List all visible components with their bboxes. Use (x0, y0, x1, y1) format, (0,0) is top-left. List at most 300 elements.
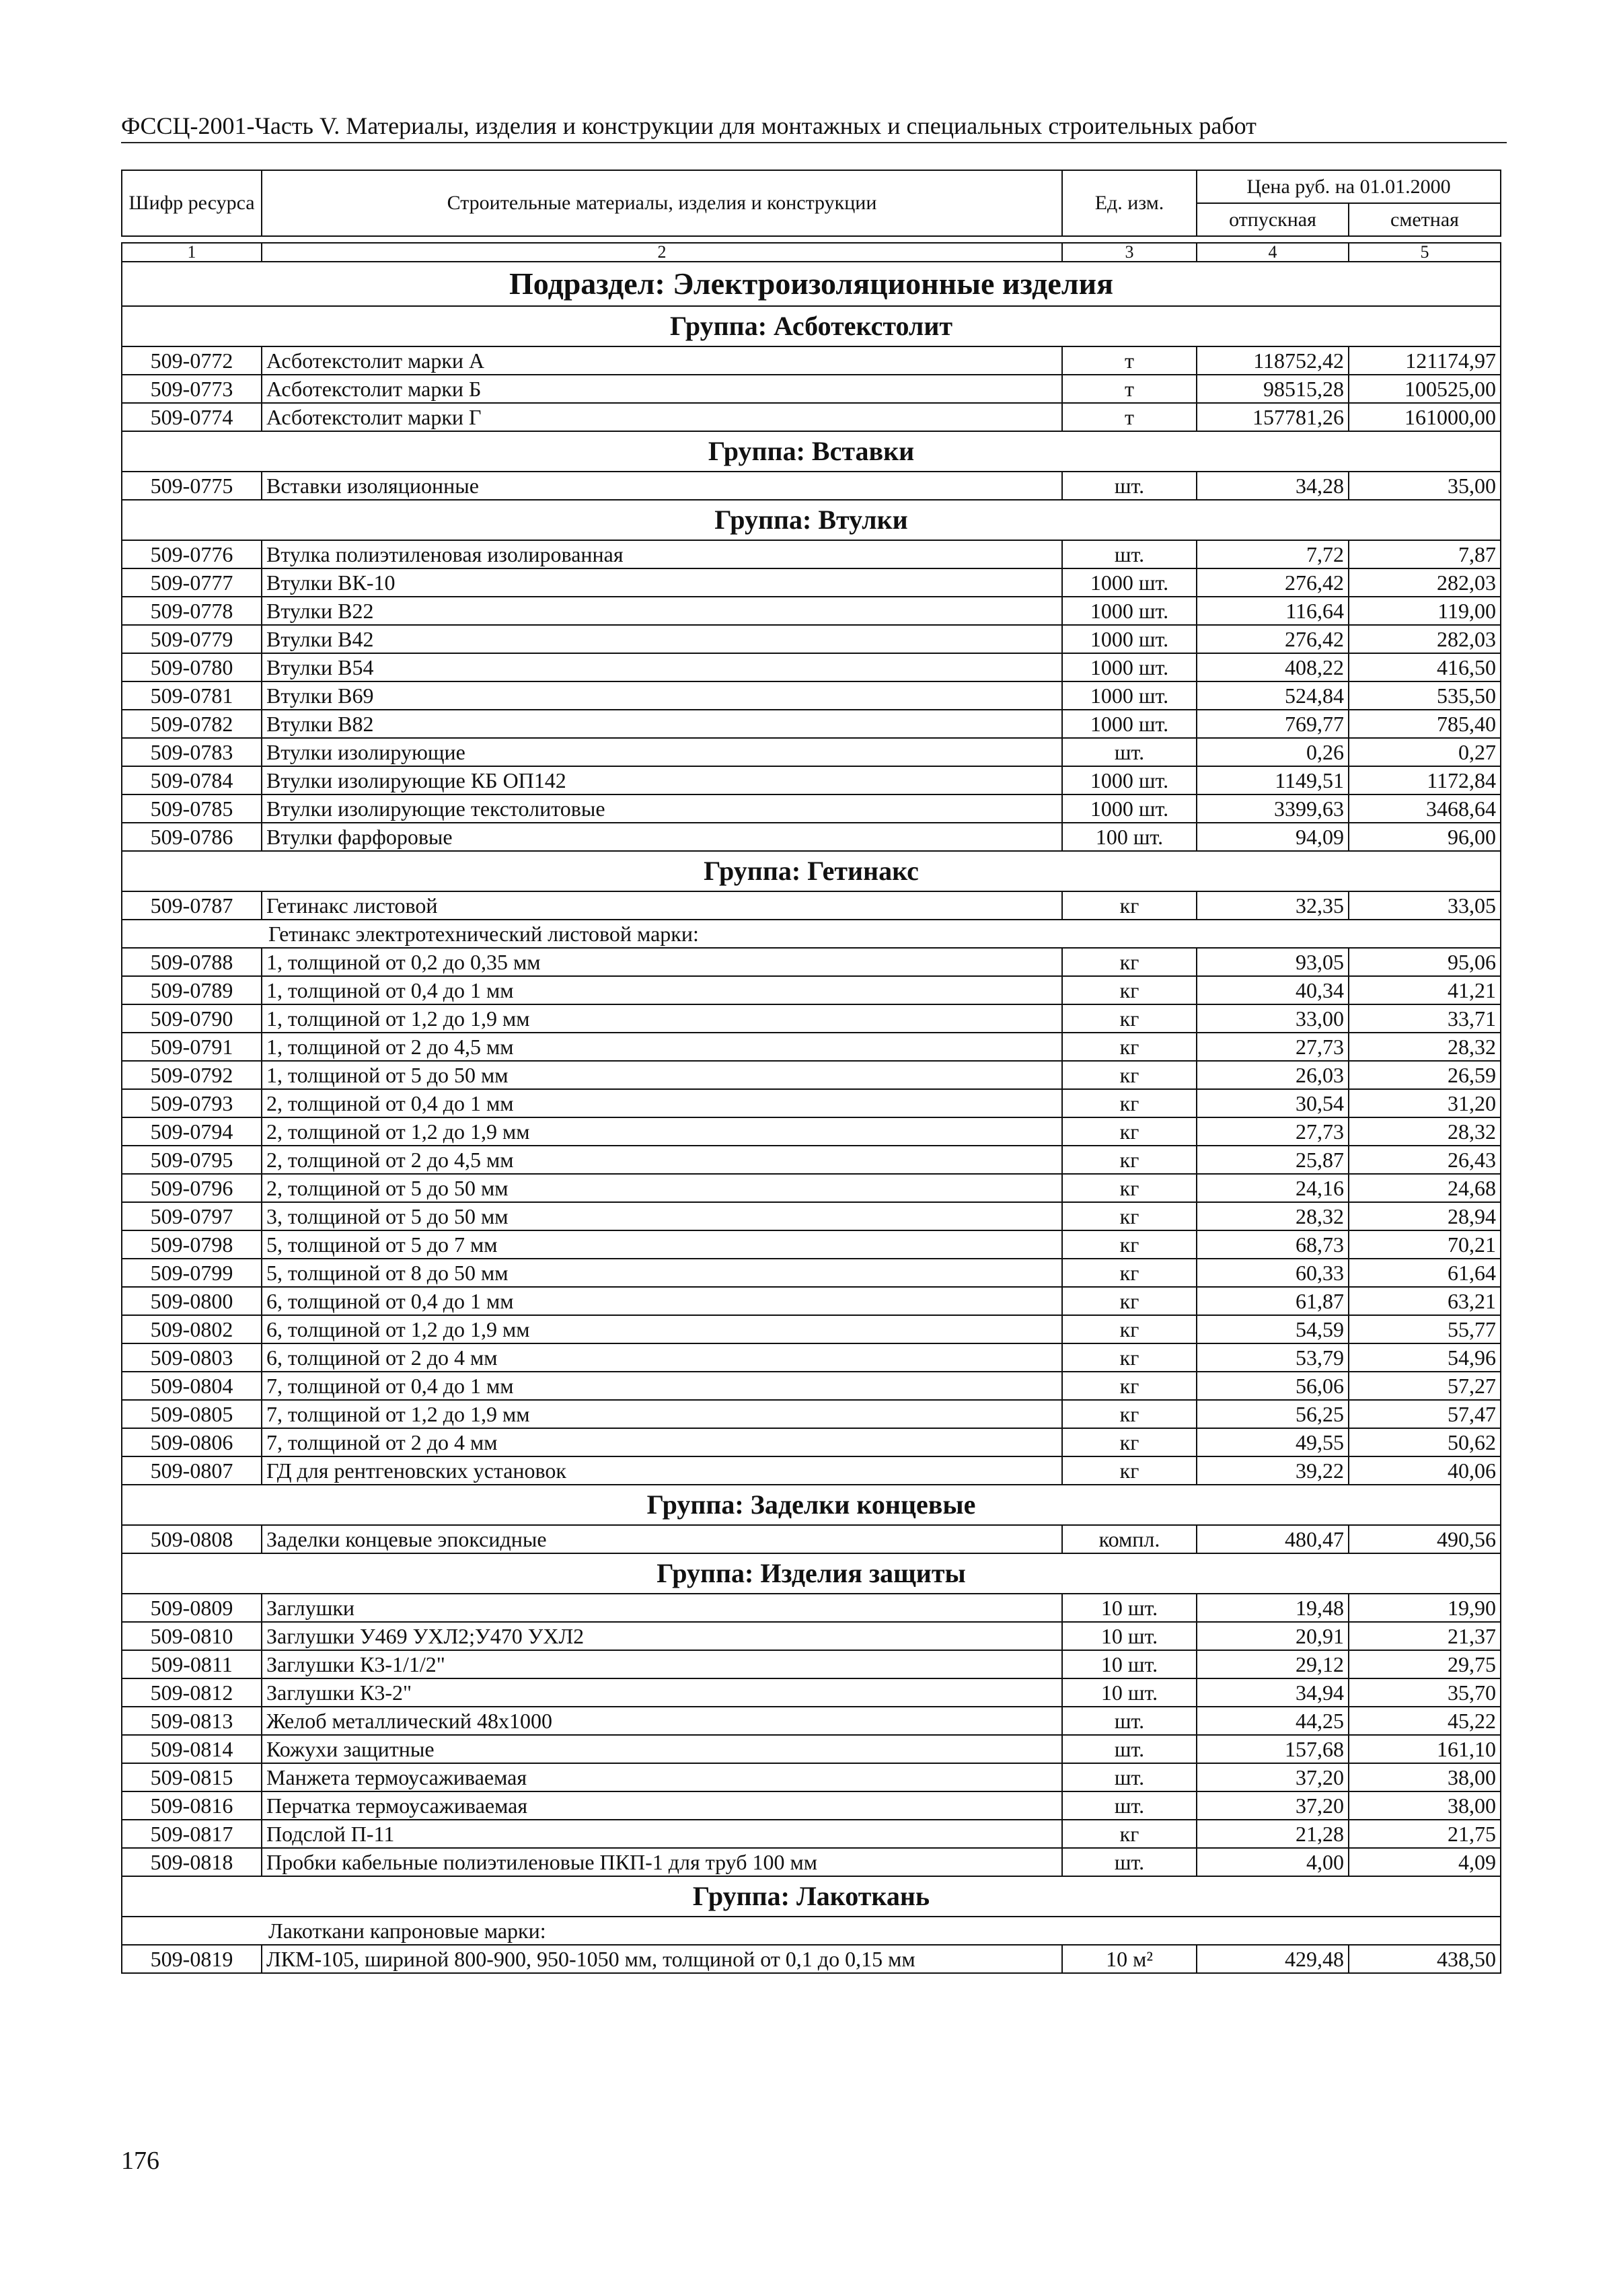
unit-cell: кг (1062, 1343, 1197, 1372)
material-name: Втулки В22 (262, 597, 1062, 625)
estimate-price: 0,27 (1349, 738, 1501, 766)
unit-cell: 1000 шт. (1062, 597, 1197, 625)
material-name: 2, толщиной от 0,4 до 1 мм (262, 1089, 1062, 1117)
estimate-price: 38,00 (1349, 1763, 1501, 1791)
note-spacer (122, 920, 262, 948)
release-price: 408,22 (1197, 653, 1349, 681)
group-title: Группа: Заделки концевые (122, 1485, 1501, 1525)
material-name: Втулки фарфоровые (262, 823, 1062, 851)
release-price: 53,79 (1197, 1343, 1349, 1372)
unit-cell: шт. (1062, 1735, 1197, 1763)
group-title: Группа: Изделия защиты (122, 1553, 1501, 1594)
table-row (122, 1945, 1501, 1973)
material-name: Втулки изолирующие текстолитовые (262, 794, 1062, 823)
unit-cell: кг (1062, 1117, 1197, 1146)
release-price: 29,12 (1197, 1650, 1349, 1678)
resource-code: 509-0777 (122, 568, 262, 597)
release-price: 157781,26 (1197, 403, 1349, 431)
release-price: 3399,63 (1197, 794, 1349, 823)
material-name: 6, толщиной от 1,2 до 1,9 мм (262, 1315, 1062, 1343)
unit-cell: 10 шт. (1062, 1650, 1197, 1678)
release-price: 56,06 (1197, 1372, 1349, 1400)
material-name: Втулки В42 (262, 625, 1062, 653)
release-price: 26,03 (1197, 1061, 1349, 1089)
resource-code: 509-0800 (122, 1287, 262, 1315)
material-name: Пробки кабельные полиэтиленовые ПКП-1 для труб 100 мм (262, 1848, 1062, 1876)
estimate-price: 28,32 (1349, 1033, 1501, 1061)
unit-cell: кг (1062, 1259, 1197, 1287)
table-row (122, 738, 1501, 766)
table-row (122, 1259, 1501, 1287)
estimate-price: 21,37 (1349, 1622, 1501, 1650)
estimate-price: 35,70 (1349, 1678, 1501, 1707)
release-price: 34,94 (1197, 1678, 1349, 1707)
unit-cell: 10 шт. (1062, 1622, 1197, 1650)
col-header-estimate: сметная (1349, 203, 1501, 236)
material-name: ГД для рентгеновских установок (262, 1456, 1062, 1485)
group-row (122, 1485, 1501, 1525)
table-row (122, 1848, 1501, 1876)
material-name: Кожухи защитные (262, 1735, 1062, 1763)
resource-code: 509-0812 (122, 1678, 262, 1707)
resource-code: 509-0819 (122, 1945, 262, 1973)
unit-cell: 10 шт. (1062, 1678, 1197, 1707)
resource-code: 509-0796 (122, 1174, 262, 1202)
table-row (122, 568, 1501, 597)
unit-cell: кг (1062, 1820, 1197, 1848)
release-price: 54,59 (1197, 1315, 1349, 1343)
group-title: Группа: Асботекстолит (122, 306, 1501, 346)
release-price: 33,00 (1197, 1004, 1349, 1033)
unit-cell: кг (1062, 1372, 1197, 1400)
material-name: Втулка полиэтиленовая изолированная (262, 540, 1062, 568)
table-row (122, 948, 1501, 976)
unit-cell: 1000 шт. (1062, 681, 1197, 710)
release-price: 39,22 (1197, 1456, 1349, 1485)
release-price: 1149,51 (1197, 766, 1349, 794)
estimate-price: 57,27 (1349, 1372, 1501, 1400)
material-name: 7, толщиной от 0,4 до 1 мм (262, 1372, 1062, 1400)
unit-cell: кг (1062, 1428, 1197, 1456)
table-row (122, 1594, 1501, 1622)
material-name: Гетинакс листовой (262, 891, 1062, 920)
table-row (122, 1202, 1501, 1230)
unit-cell: кг (1062, 1174, 1197, 1202)
unit-cell: 100 шт. (1062, 823, 1197, 851)
unit-cell: т (1062, 346, 1197, 375)
note-spacer (122, 1917, 262, 1945)
estimate-price: 282,03 (1349, 625, 1501, 653)
estimate-price: 95,06 (1349, 948, 1501, 976)
table-row (122, 1343, 1501, 1372)
resource-code: 509-0815 (122, 1763, 262, 1791)
estimate-price: 45,22 (1349, 1707, 1501, 1735)
estimate-price: 100525,00 (1349, 375, 1501, 403)
resource-code: 509-0814 (122, 1735, 262, 1763)
table-row (122, 1735, 1501, 1763)
release-price: 524,84 (1197, 681, 1349, 710)
material-name: Заглушки К3-2" (262, 1678, 1062, 1707)
resource-code: 509-0803 (122, 1343, 262, 1372)
estimate-price: 24,68 (1349, 1174, 1501, 1202)
price-table (121, 170, 1501, 1974)
material-name: Асботекстолит марки А (262, 346, 1062, 375)
col-header-release: отпускная (1197, 203, 1349, 236)
resource-code: 509-0776 (122, 540, 262, 568)
material-name: 7, толщиной от 2 до 4 мм (262, 1428, 1062, 1456)
table-row (122, 653, 1501, 681)
material-name: 5, толщиной от 5 до 7 мм (262, 1230, 1062, 1259)
unit-cell: шт. (1062, 1707, 1197, 1735)
unit-cell: т (1062, 375, 1197, 403)
release-price: 157,68 (1197, 1735, 1349, 1763)
material-name: Заделки концевые эпоксидные (262, 1525, 1062, 1553)
unit-cell: кг (1062, 1146, 1197, 1174)
resource-code: 509-0775 (122, 472, 262, 500)
group-title: Группа: Вставки (122, 431, 1501, 472)
material-name: Заглушки К3-1/1/2" (262, 1650, 1062, 1678)
group-row (122, 306, 1501, 346)
estimate-price: 161,10 (1349, 1735, 1501, 1763)
unit-cell: шт. (1062, 1763, 1197, 1791)
unit-cell: шт. (1062, 738, 1197, 766)
material-name: Втулки изолирующие КБ ОП142 (262, 766, 1062, 794)
table-row (122, 1315, 1501, 1343)
resource-code: 509-0818 (122, 1848, 262, 1876)
unit-cell: кг (1062, 1202, 1197, 1230)
resource-code: 509-0781 (122, 681, 262, 710)
estimate-price: 28,94 (1349, 1202, 1501, 1230)
unit-cell: шт. (1062, 540, 1197, 568)
release-price: 56,25 (1197, 1400, 1349, 1428)
resource-code: 509-0816 (122, 1791, 262, 1820)
unit-cell: кг (1062, 1004, 1197, 1033)
resource-code: 509-0786 (122, 823, 262, 851)
release-price: 7,72 (1197, 540, 1349, 568)
resource-code: 509-0795 (122, 1146, 262, 1174)
material-name: 1, толщиной от 0,4 до 1 мм (262, 976, 1062, 1004)
material-name: Подслой П-11 (262, 1820, 1062, 1848)
table-row (122, 346, 1501, 375)
table-row (122, 1004, 1501, 1033)
header-gap (122, 236, 1501, 243)
estimate-price: 40,06 (1349, 1456, 1501, 1485)
unit-cell: кг (1062, 1089, 1197, 1117)
table-row (122, 891, 1501, 920)
release-price: 40,34 (1197, 976, 1349, 1004)
resource-code: 509-0799 (122, 1259, 262, 1287)
release-price: 25,87 (1197, 1146, 1349, 1174)
page-header: ФССЦ-2001-Часть V. Материалы, изделия и конструкции для монтажных и специальных строительных работ (121, 111, 1507, 143)
note-row (122, 1917, 1501, 1945)
resource-code: 509-0793 (122, 1089, 262, 1117)
estimate-price: 416,50 (1349, 653, 1501, 681)
unit-cell: кг (1062, 1400, 1197, 1428)
material-name: Заглушки У469 УХЛ2;У470 УХЛ2 (262, 1622, 1062, 1650)
material-name: 6, толщиной от 0,4 до 1 мм (262, 1287, 1062, 1315)
resource-code: 509-0809 (122, 1594, 262, 1622)
unit-cell: 1000 шт. (1062, 710, 1197, 738)
release-price: 30,54 (1197, 1089, 1349, 1117)
table-row (122, 472, 1501, 500)
estimate-price: 28,32 (1349, 1117, 1501, 1146)
resource-code: 509-0787 (122, 891, 262, 920)
col-header-unit: Ед. изм. (1062, 170, 1197, 236)
resource-code: 509-0802 (122, 1315, 262, 1343)
resource-code: 509-0785 (122, 794, 262, 823)
table-row (122, 1622, 1501, 1650)
resource-code: 509-0794 (122, 1117, 262, 1146)
table-row (122, 403, 1501, 431)
release-price: 118752,42 (1197, 346, 1349, 375)
estimate-price: 490,56 (1349, 1525, 1501, 1553)
estimate-price: 29,75 (1349, 1650, 1501, 1678)
release-price: 93,05 (1197, 948, 1349, 976)
table-row (122, 976, 1501, 1004)
estimate-price: 35,00 (1349, 472, 1501, 500)
resource-code: 509-0774 (122, 403, 262, 431)
col-number: 1 (122, 243, 262, 262)
material-name: Втулки В82 (262, 710, 1062, 738)
group-row (122, 500, 1501, 540)
unit-cell: 1000 шт. (1062, 568, 1197, 597)
table-row (122, 1146, 1501, 1174)
estimate-price: 282,03 (1349, 568, 1501, 597)
material-name: 1, толщиной от 5 до 50 мм (262, 1061, 1062, 1089)
table-row (122, 794, 1501, 823)
material-name: 1, толщиной от 1,2 до 1,9 мм (262, 1004, 1062, 1033)
release-price: 429,48 (1197, 1945, 1349, 1973)
material-name: 7, толщиной от 1,2 до 1,9 мм (262, 1400, 1062, 1428)
estimate-price: 33,05 (1349, 891, 1501, 920)
resource-code: 509-0811 (122, 1650, 262, 1678)
material-name: Перчатка термоусаживаемая (262, 1791, 1062, 1820)
table-row (122, 1428, 1501, 1456)
table-row (122, 1174, 1501, 1202)
release-price: 60,33 (1197, 1259, 1349, 1287)
release-price: 276,42 (1197, 568, 1349, 597)
release-price: 19,48 (1197, 1594, 1349, 1622)
table-row (122, 1400, 1501, 1428)
unit-cell: шт. (1062, 1848, 1197, 1876)
estimate-price: 57,47 (1349, 1400, 1501, 1428)
release-price: 480,47 (1197, 1525, 1349, 1553)
group-row (122, 431, 1501, 472)
estimate-price: 26,43 (1349, 1146, 1501, 1174)
release-price: 116,64 (1197, 597, 1349, 625)
release-price: 27,73 (1197, 1117, 1349, 1146)
estimate-price: 438,50 (1349, 1945, 1501, 1973)
table-row (122, 1820, 1501, 1848)
resource-code: 509-0792 (122, 1061, 262, 1089)
resource-code: 509-0780 (122, 653, 262, 681)
col-number: 5 (1349, 243, 1501, 262)
resource-code: 509-0784 (122, 766, 262, 794)
material-name: Асботекстолит марки Б (262, 375, 1062, 403)
unit-cell: кг (1062, 1033, 1197, 1061)
estimate-price: 121174,97 (1349, 346, 1501, 375)
col-number: 3 (1062, 243, 1197, 262)
material-name: 1, толщиной от 2 до 4,5 мм (262, 1033, 1062, 1061)
col-header-name: Строительные материалы, изделия и конструкции (262, 170, 1062, 236)
estimate-price: 785,40 (1349, 710, 1501, 738)
group-title: Группа: Гетинакс (122, 851, 1501, 891)
note-row (122, 920, 1501, 948)
table-header-row (122, 170, 1501, 203)
release-price: 0,26 (1197, 738, 1349, 766)
estimate-price: 61,64 (1349, 1259, 1501, 1287)
estimate-price: 63,21 (1349, 1287, 1501, 1315)
material-name: Втулки В54 (262, 653, 1062, 681)
release-price: 276,42 (1197, 625, 1349, 653)
table-row (122, 1707, 1501, 1735)
resource-code: 509-0813 (122, 1707, 262, 1735)
release-price: 44,25 (1197, 1707, 1349, 1735)
release-price: 37,20 (1197, 1763, 1349, 1791)
unit-cell: 10 м² (1062, 1945, 1197, 1973)
col-header-code: Шифр ресурса (122, 170, 262, 236)
unit-cell: кг (1062, 948, 1197, 976)
unit-cell: шт. (1062, 472, 1197, 500)
resource-code: 509-0817 (122, 1820, 262, 1848)
material-name: Втулки ВК-10 (262, 568, 1062, 597)
table-row (122, 766, 1501, 794)
unit-cell: 10 шт. (1062, 1594, 1197, 1622)
estimate-price: 4,09 (1349, 1848, 1501, 1876)
estimate-price: 55,77 (1349, 1315, 1501, 1343)
resource-code: 509-0807 (122, 1456, 262, 1485)
release-price: 32,35 (1197, 891, 1349, 920)
group-row (122, 851, 1501, 891)
estimate-price: 41,21 (1349, 976, 1501, 1004)
estimate-price: 31,20 (1349, 1089, 1501, 1117)
resource-code: 509-0791 (122, 1033, 262, 1061)
estimate-price: 38,00 (1349, 1791, 1501, 1820)
table-row (122, 1287, 1501, 1315)
unit-cell: кг (1062, 891, 1197, 920)
material-name: Вставки изоляционные (262, 472, 1062, 500)
material-name: Втулки изолирующие (262, 738, 1062, 766)
unit-cell: 1000 шт. (1062, 653, 1197, 681)
resource-code: 509-0772 (122, 346, 262, 375)
table-row (122, 1033, 1501, 1061)
resource-code: 509-0810 (122, 1622, 262, 1650)
resource-code: 509-0788 (122, 948, 262, 976)
material-name: 2, толщиной от 5 до 50 мм (262, 1174, 1062, 1202)
material-name: Манжета термоусаживаемая (262, 1763, 1062, 1791)
material-name: Желоб металлический 48х1000 (262, 1707, 1062, 1735)
table-row (122, 1117, 1501, 1146)
material-name: 3, толщиной от 5 до 50 мм (262, 1202, 1062, 1230)
unit-cell: кг (1062, 1061, 1197, 1089)
release-price: 4,00 (1197, 1848, 1349, 1876)
release-price: 61,87 (1197, 1287, 1349, 1315)
table-row (122, 823, 1501, 851)
unit-cell: 1000 шт. (1062, 794, 1197, 823)
material-name: 2, толщиной от 1,2 до 1,9 мм (262, 1117, 1062, 1146)
column-numbers-row (122, 243, 1501, 262)
unit-cell: кг (1062, 1287, 1197, 1315)
material-name: 1, толщиной от 0,2 до 0,35 мм (262, 948, 1062, 976)
unit-cell: шт. (1062, 1791, 1197, 1820)
unit-cell: компл. (1062, 1525, 1197, 1553)
material-name: 5, толщиной от 8 до 50 мм (262, 1259, 1062, 1287)
material-name: 2, толщиной от 2 до 4,5 мм (262, 1146, 1062, 1174)
estimate-price: 535,50 (1349, 681, 1501, 710)
release-price: 28,32 (1197, 1202, 1349, 1230)
release-price: 68,73 (1197, 1230, 1349, 1259)
release-price: 20,91 (1197, 1622, 1349, 1650)
estimate-price: 19,90 (1349, 1594, 1501, 1622)
estimate-price: 50,62 (1349, 1428, 1501, 1456)
estimate-price: 26,59 (1349, 1061, 1501, 1089)
release-price: 24,16 (1197, 1174, 1349, 1202)
resource-code: 509-0806 (122, 1428, 262, 1456)
unit-cell: т (1062, 403, 1197, 431)
unit-cell: 1000 шт. (1062, 766, 1197, 794)
table-row (122, 1456, 1501, 1485)
release-price: 769,77 (1197, 710, 1349, 738)
section-title: Подраздел: Электроизоляционные изделия (122, 262, 1501, 306)
resource-code: 509-0782 (122, 710, 262, 738)
release-price: 98515,28 (1197, 375, 1349, 403)
material-name: Заглушки (262, 1594, 1062, 1622)
material-name: ЛКМ-105, шириной 800-900, 950-1050 мм, толщиной от 0,1 до 0,15 мм (262, 1945, 1062, 1973)
table-row (122, 681, 1501, 710)
resource-code: 509-0790 (122, 1004, 262, 1033)
release-price: 34,28 (1197, 472, 1349, 500)
estimate-price: 70,21 (1349, 1230, 1501, 1259)
resource-code: 509-0805 (122, 1400, 262, 1428)
table-row (122, 1791, 1501, 1820)
estimate-price: 7,87 (1349, 540, 1501, 568)
resource-code: 509-0798 (122, 1230, 262, 1259)
col-number: 4 (1197, 243, 1349, 262)
table-row (122, 1372, 1501, 1400)
estimate-price: 119,00 (1349, 597, 1501, 625)
resource-code: 509-0783 (122, 738, 262, 766)
note-text: Гетинакс электротехнический листовой марки: (262, 920, 1501, 948)
group-row (122, 1876, 1501, 1917)
resource-code: 509-0804 (122, 1372, 262, 1400)
table-row (122, 710, 1501, 738)
group-row (122, 1553, 1501, 1594)
unit-cell: кг (1062, 1315, 1197, 1343)
estimate-price: 3468,64 (1349, 794, 1501, 823)
table-row (122, 1763, 1501, 1791)
estimate-price: 161000,00 (1349, 403, 1501, 431)
page-number: 176 (121, 2147, 159, 2175)
table-row (122, 1061, 1501, 1089)
table-row (122, 1230, 1501, 1259)
resource-code: 509-0778 (122, 597, 262, 625)
release-price: 94,09 (1197, 823, 1349, 851)
unit-cell: кг (1062, 1456, 1197, 1485)
section-row (122, 262, 1501, 306)
release-price: 21,28 (1197, 1820, 1349, 1848)
release-price: 27,73 (1197, 1033, 1349, 1061)
table-row (122, 540, 1501, 568)
estimate-price: 54,96 (1349, 1343, 1501, 1372)
unit-cell: кг (1062, 976, 1197, 1004)
resource-code: 509-0797 (122, 1202, 262, 1230)
table-row (122, 1089, 1501, 1117)
material-name: Втулки В69 (262, 681, 1062, 710)
table-row (122, 1650, 1501, 1678)
release-price: 37,20 (1197, 1791, 1349, 1820)
release-price: 49,55 (1197, 1428, 1349, 1456)
resource-code: 509-0789 (122, 976, 262, 1004)
